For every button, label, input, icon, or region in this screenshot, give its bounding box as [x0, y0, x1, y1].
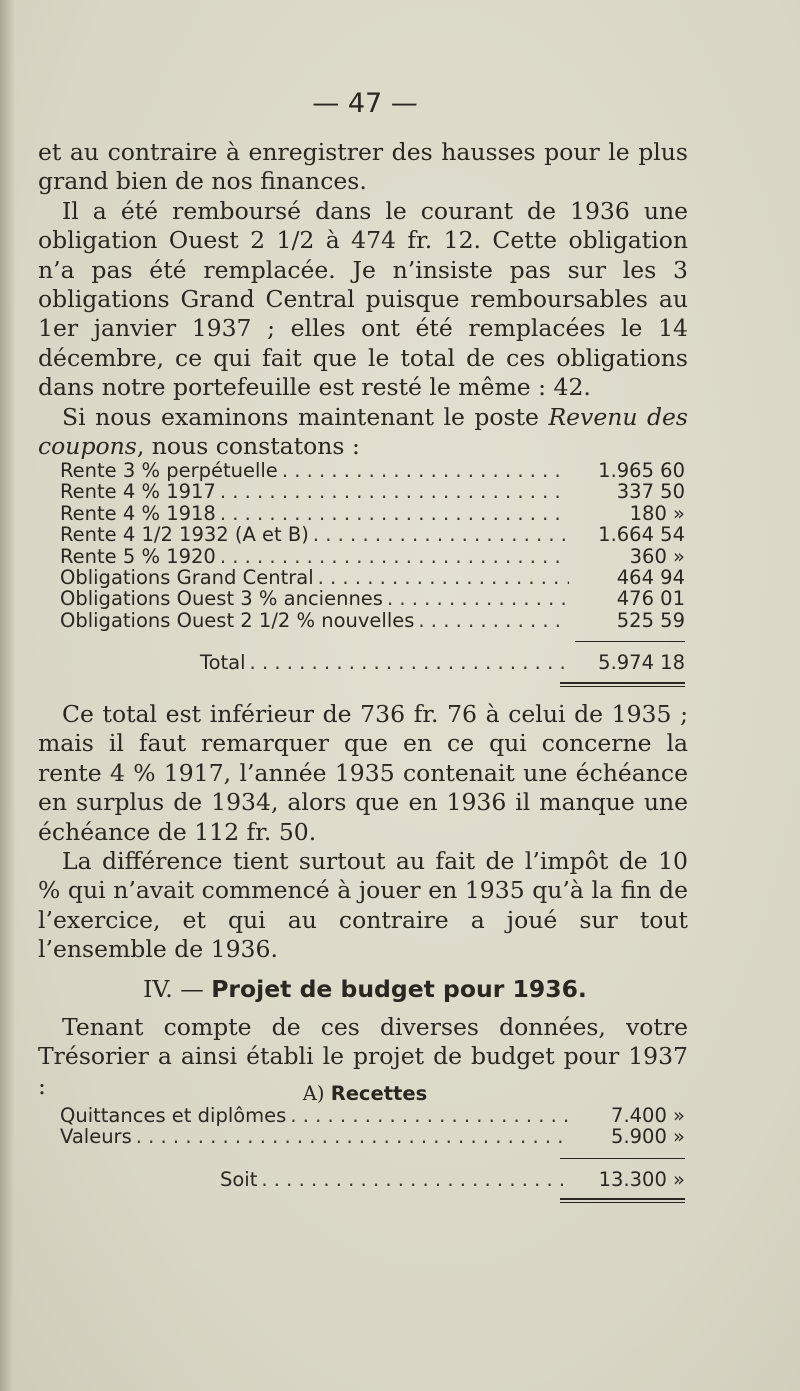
leader-dots — [282, 460, 569, 481]
recettes-ledger — [60, 1105, 685, 1203]
ledger-row-label: Rente 5 % 1920 — [60, 544, 216, 568]
ledger-row-amount: 1.965 60 — [598, 459, 685, 482]
ledger-total-amount: 5.974 18 — [598, 651, 685, 675]
paragraph-4: Ce total est inférieur de 736 fr. 76 à celui de 1935 ; mais il faut remarquer que en ce qui concerne la rente 4 % 1917, l’année 1935 contenait une échéance en surplus de 1934, alors que en 1936 il manque une échéance de 112 fr. 50. — [38, 700, 688, 846]
paragraph-1: et au contraire à enregistrer des hausses pour le plus grand bien de nos finances. — [38, 138, 688, 196]
ledger-row — [60, 610, 685, 631]
leader-dots — [261, 1169, 569, 1190]
ledger-row-label: Valeurs — [60, 1125, 132, 1149]
total-double-rule — [560, 682, 685, 687]
coupons-ledger — [60, 460, 685, 687]
ledger-row — [60, 524, 685, 545]
ledger-row-amount: 464 94 — [616, 566, 685, 590]
leader-dots — [318, 567, 569, 588]
ledger-row-label: Quittances et diplômes — [60, 1104, 287, 1127]
ledger-row-amount: 180 » — [629, 501, 685, 525]
text-block-middle — [38, 700, 688, 965]
ledger-row-label: Rente 3 % perpétuelle — [60, 459, 278, 482]
paragraph-5: La différence tient surtout au fait de l’impôt de 10 % qui n’avait commencé à jouer en 1935 qu’à la fin de l’exercice, et qui au contraire a joué sur tout l’ensemble de 1936. — [38, 847, 688, 964]
paragraph-3-start: Si nous examinons maintenant le poste — [62, 402, 549, 431]
ledger-row-label: Obligations Ouest 3 % anciennes — [60, 587, 383, 611]
ledger-row — [60, 481, 685, 502]
ledger-row-label: Rente 4 % 1917 — [60, 480, 216, 504]
subtotal-rule — [575, 641, 685, 642]
recettes-heading-title: Recettes — [330, 1082, 428, 1105]
section-heading-prefix: IV. — — [143, 975, 212, 1003]
recettes-heading-prefix: A) — [302, 1082, 331, 1105]
leader-dots — [313, 524, 569, 545]
page-number: — 47 — — [312, 88, 418, 119]
paragraph-3-end: , nous constatons : — [136, 432, 360, 461]
ledger-row — [60, 1126, 685, 1147]
ledger-row-label: Obligations Grand Central — [60, 566, 314, 590]
leader-dots — [220, 503, 569, 524]
ledger-row-amount: 5.900 » — [611, 1125, 685, 1149]
ledger-row — [60, 503, 685, 524]
paragraph-2: Il a été remboursé dans le courant de 1936 une obligation Ouest 2 1/2 à 474 fr. 12. Cette obligation n’a pas été remplacée. Je n’insiste pas sur les 3 obligations Grand Central puisque remboursables au 1er janvier 1937 ; elles ont été remplacées le 14 décembre, ce qui fait que le total de ces obligations dans notre portefeuille est resté le même : 42. — [38, 196, 688, 402]
total-double-rule — [560, 1198, 685, 1203]
ledger-row-amount: 1.664 54 — [598, 523, 685, 547]
leader-dots — [387, 588, 569, 609]
leader-dots — [418, 610, 569, 631]
ledger-row — [60, 1105, 685, 1126]
ledger-row — [60, 546, 685, 567]
leader-dots — [136, 1126, 569, 1147]
ledger-row — [60, 460, 685, 481]
page-edge-shadow — [0, 0, 14, 1391]
ledger-row — [60, 588, 685, 609]
leader-dots — [290, 1105, 569, 1126]
recettes-heading — [0, 1082, 730, 1105]
ledger-row-amount: 337 50 — [616, 480, 685, 504]
ledger-row-label: Obligations Ouest 2 1/2 % nouvelles — [60, 608, 415, 632]
ledger-total-row — [60, 652, 685, 673]
ledger-row-amount: 476 01 — [616, 587, 685, 611]
text-block-top — [38, 138, 688, 461]
leader-dots — [220, 546, 569, 567]
leader-dots — [250, 652, 569, 673]
ledger-row-label: Rente 4 % 1918 — [60, 501, 216, 525]
ledger-row — [60, 567, 685, 588]
ledger-row-amount: 525 59 — [616, 608, 685, 632]
section-heading-title: Projet de budget pour 1936. — [211, 975, 587, 1003]
paragraph-6: Tenant compte de ces diverses données, votre Trésorier a ainsi établi le projet de budget pour 1937 : — [38, 1013, 688, 1100]
paragraph-3-italic: Revenu des coupons — [38, 402, 688, 461]
ledger-total-amount: 13.300 » — [598, 1167, 685, 1191]
ledger-total-label: Soit — [220, 1167, 258, 1191]
leader-dots — [220, 481, 569, 502]
paragraph-3 — [38, 403, 688, 462]
ledger-row-amount: 360 » — [629, 544, 685, 568]
ledger-row-label: Rente 4 1/2 1932 (A et B) — [60, 523, 309, 547]
ledger-total-label: Total — [200, 651, 246, 675]
ledger-row-amount: 7.400 » — [611, 1104, 685, 1127]
subtotal-rule — [560, 1158, 685, 1159]
section-heading — [0, 975, 730, 1003]
ledger-total-row — [60, 1169, 685, 1190]
